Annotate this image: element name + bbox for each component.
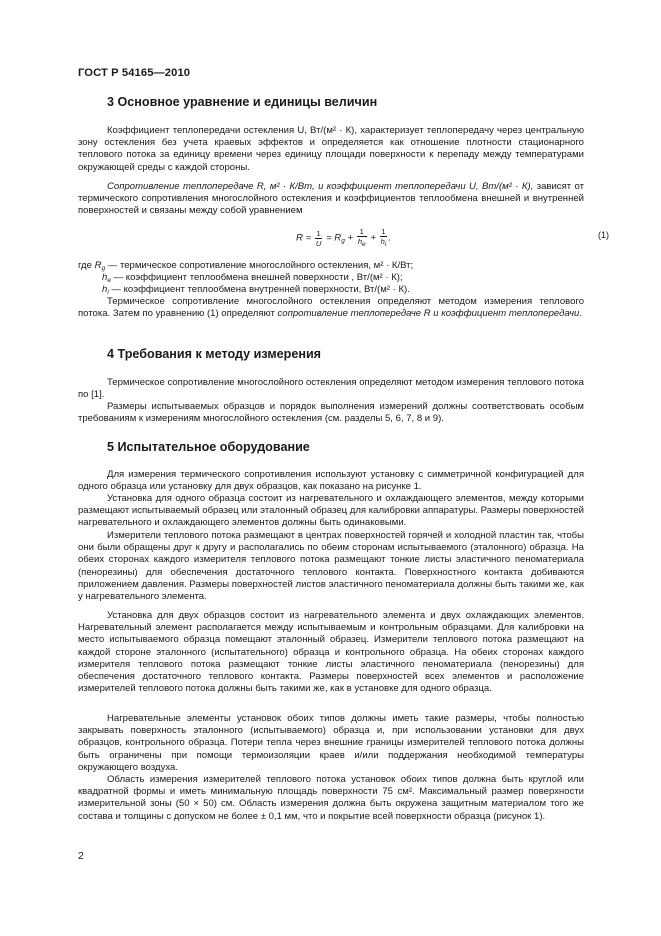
equation-number: (1) xyxy=(598,230,609,240)
section-5-paragraph-2: Установка для одного образца состоит из нагревательного и охлаждающего элементов, между которыми размещают испытываемый образец или эталонный образец для калибровки аппаратуры. Размеры поверхностей нагревательного и охлаждающего элементов должны быть одинаковыми. xyxy=(78,493,584,529)
p2-rest: зависят от термического сопротивления многослойного остекления и коэффициентов теплообмена внешней и внутренней поверхностей и связаны между собой уравнением xyxy=(78,181,585,217)
section-3-paragraph-3: Термическое сопротивление многослойного остекления определяют методом измерения теплового потока. Затем по уравнению (1) определяют сопротивление теплопередаче R и коэффициент теплопередачи. xyxy=(78,296,584,320)
formula-rg: = R xyxy=(326,232,342,244)
fraction-1-over-he: $\frac{1}{he}$ xyxy=(357,227,366,248)
p2-italic-definition: Сопротивление теплопередаче R, м² · К/Вт, и коэффициент теплопередачи U, Вт/(м² · К), xyxy=(107,181,534,192)
section-5-heading: 5 Испытательное оборудование xyxy=(107,440,310,454)
equation-1: R = $\frac{1}{U}$ = $R_g$ + $\frac{1}{he}$ + $\frac{1}{hi}$ . xyxy=(296,227,391,248)
standard-code-header: ГОСТ Р 54165—2010 xyxy=(78,67,191,79)
section-4-paragraph-2: Размеры испытываемых образцов и порядок выполнения измерений должны соответствовать особым требованиям к измерениям многослойного остекления (см. разделы 5, 6, 7, 8 и 9). xyxy=(78,401,584,425)
where-line-hi: $h_i$ — коэффициент теплообмена внутренней поверхности, Вт/(м² · К). xyxy=(102,284,410,296)
formula-lhs: R = xyxy=(296,232,312,244)
section-5-paragraph-5: Нагревательные элементы установок обоих типов должны иметь такие размеры, чтобы полностью закрывать поверхность эталонного (испытываемого) образца и, при использовании установки для двух образцов, контрольного образца. Потери тепла через внешние границы измерителей теплового потока должны быть ограничены при помощи термоизоляции краев и/или поддержания необходимой температуры окружающего воздуха. xyxy=(78,713,584,773)
section-3-paragraph-2 xyxy=(78,181,584,218)
section-5-paragraph-1: Для измерения термического сопротивления используют установку с симметричной конфигурацией для одного образца или установку для двух образцов, как показано на рисунке 1. xyxy=(78,469,584,493)
section-3-heading: 3 Основное уравнение и единицы величин xyxy=(107,95,378,109)
where-line-he: $h_e$ — коэффициент теплообмена внешней поверхности , Вт/(м² · К); xyxy=(102,272,403,284)
section-4-heading: 4 Требования к методу измерения xyxy=(107,347,322,361)
section-3-paragraph-1: Коэффициент теплопередачи остекления U, Вт/(м² · К), характеризует теплопередачу через центральную зону остекления без учета краевых эффектов и определяется как отношение плотности стационарного теплового потока за единицу времени через единицу площади поверхности к перепаду между температурами окружающей среды с каждой стороны. xyxy=(78,125,584,173)
section-5-paragraph-4: Установка для двух образцов состоит из нагревательного элемента и двух охлаждающих элементов. Нагревательный элемент располагается между испытываемым и контрольным образцами. Для калибровки на место испытываемого образца помещают эталонный образец. Измерители теплового потока размещают на каждой стороне эталонного (испытательного) образца и контрольного образца. На обеих сторонах каждого измерителя теплового потока размещают тонкие листы эластичного пеноматериала (пенорезины) для обеспечения достаточного теплового контакта. Размеры поверхностей всех элементов и расположение измерителей теплового потока должны быть такими же, как в установке для одного образца. xyxy=(78,610,584,695)
section-5-paragraph-6: Область измерения измерителей теплового потока установок обоих типов должна быть круглой или квадратной формы и иметь минимальную площадь поверхности 75 см². Максимальный размер поверхности измерительной зоны (50 × 50) см. Область измерения должна быть окружена защитным материалом того же состава и толщины с допуском не более ± 0,1 мм, что и покрытие всей поверхности образца (рисунок 1). xyxy=(78,774,584,822)
fraction-1-over-u: $\frac{1}{U}$ xyxy=(315,228,322,248)
section-5-paragraph-3: Измерители теплового потока размещают в центрах поверхностей горячей и холодной пластин так, чтобы они были обращены друг к другу и располагались по обеим сторонам испытываемого (эталонного) образца. На обеих сторонах каждого измерителя теплового потока размещают тонкие листы эластичного пеноматериала (пенорезины) для обеспечения достаточного теплового контакта. Поверхностного контакта добиваются приложением давления. Размеры поверхностей листов эластичного пеноматериала должны быть такими же, как у нагревательного элемента. xyxy=(78,530,584,603)
where-line-rg: где $R_g$ — термическое сопротивление многослойного остекления, м² · К/Вт; xyxy=(78,260,414,272)
section-4-paragraph-1: Термическое сопротивление многослойного остекления определяют методом измерения теплового потока по [1]. xyxy=(78,377,584,401)
page-number: 2 xyxy=(78,850,84,862)
fraction-1-over-hi: $\frac{1}{hi}$ xyxy=(380,227,387,248)
